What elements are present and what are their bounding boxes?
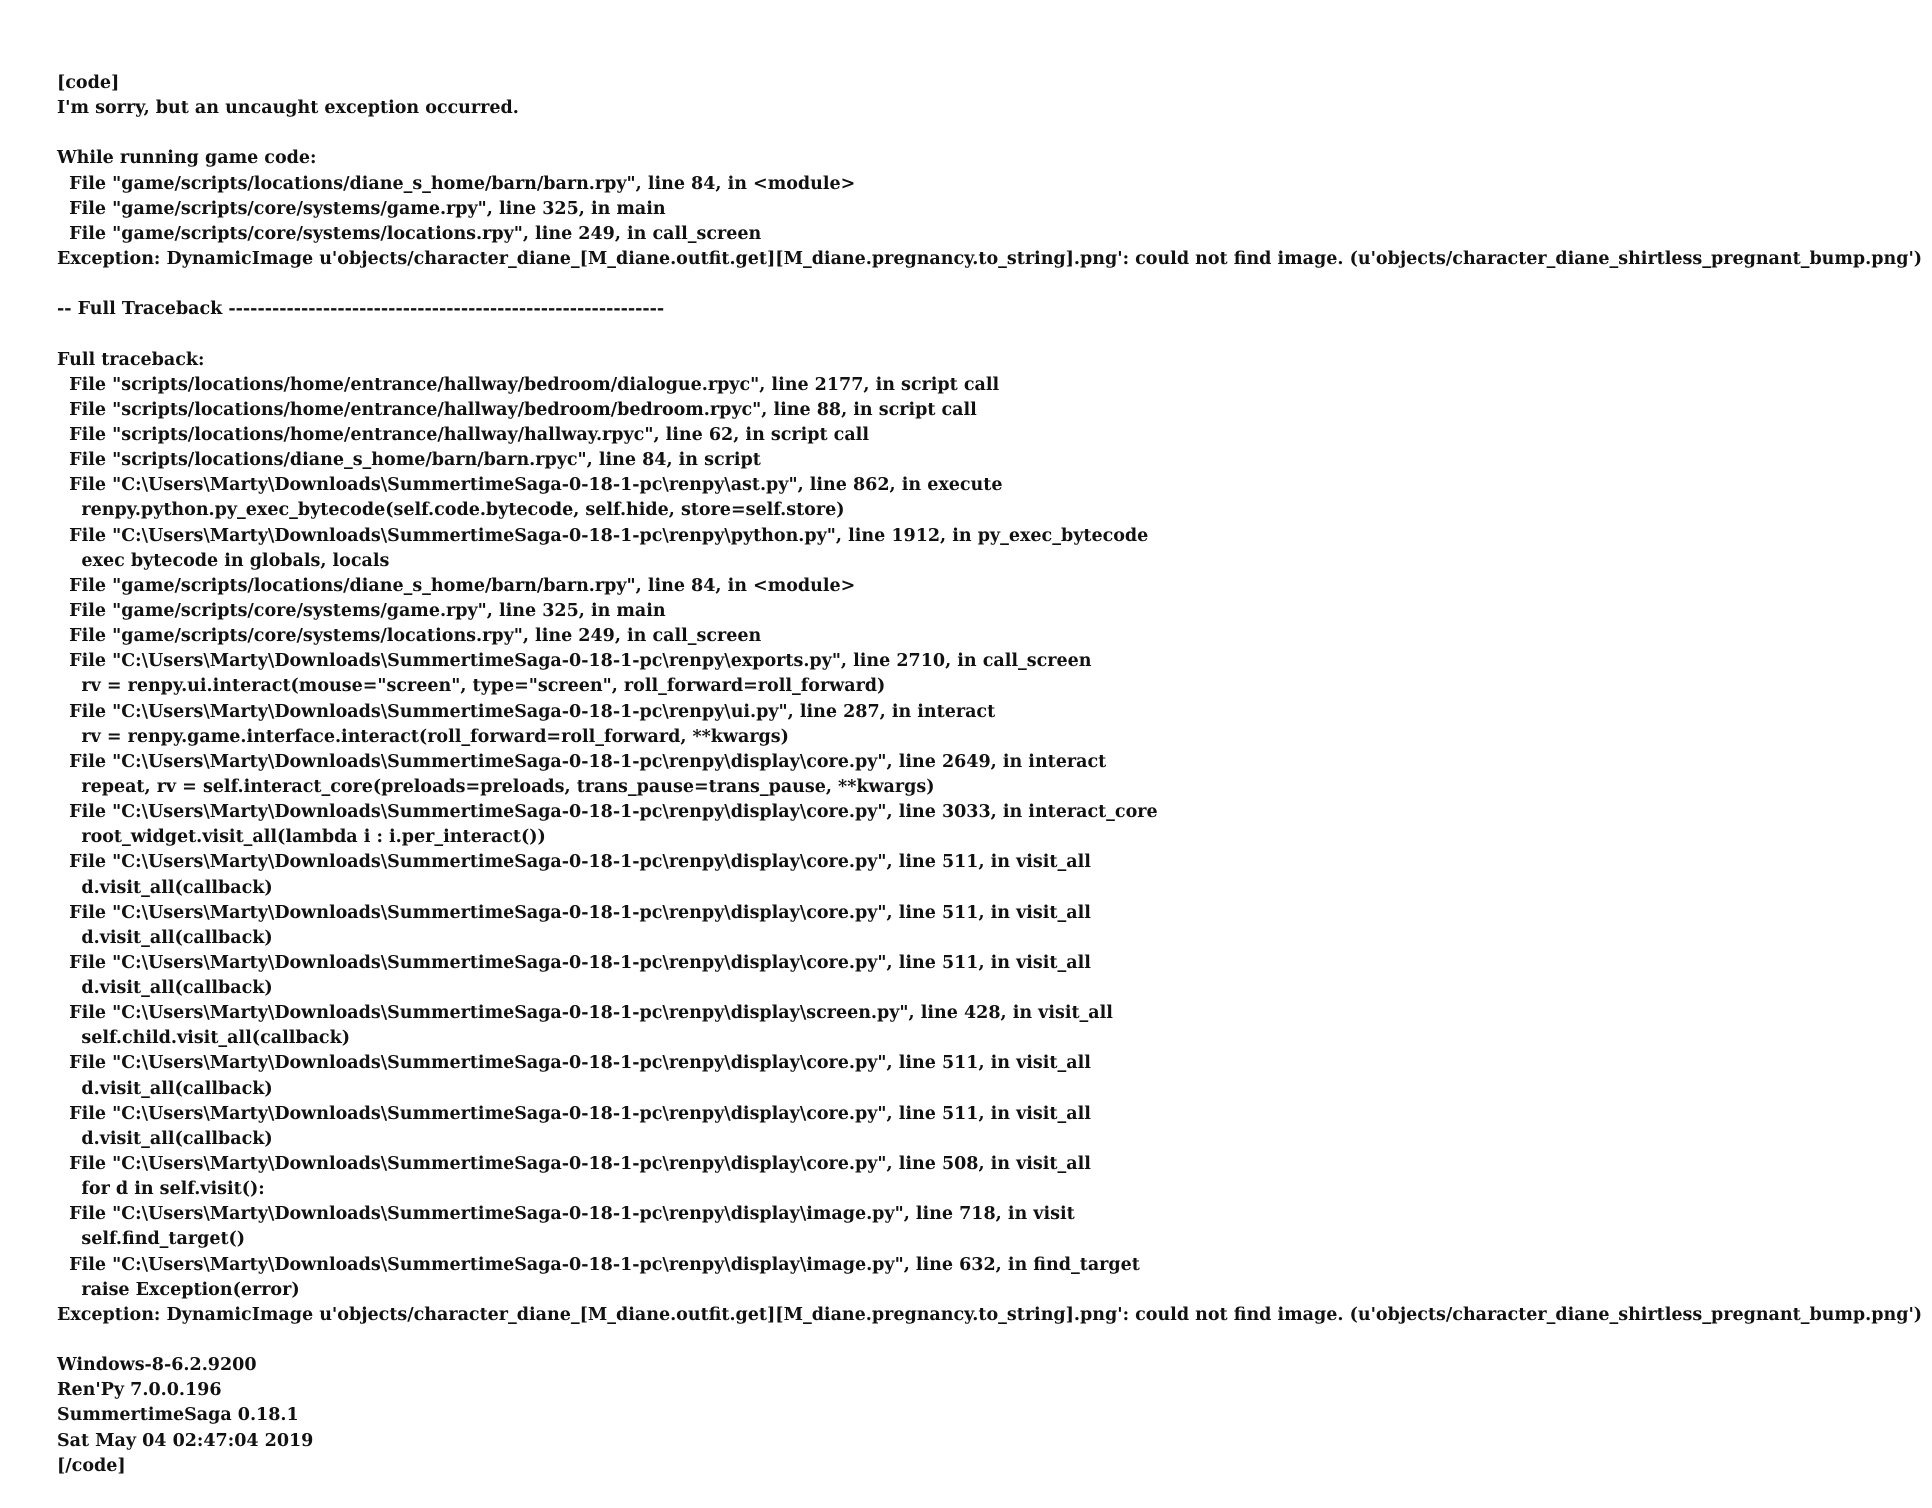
traceback-line: Exception: DynamicImage u'objects/character_diane_[M_diane.outfit.get][M_diane.pregnancy.to_string].png': could not find image. (u'objects/character_diane_shirtless_pregnant_bump.png'): [57, 248, 1923, 269]
traceback-line: File "C:\Users\Marty\Downloads\SummertimeSaga-0-18-1-pc\renpy\display\core.py", line 3033, in interact_core: [57, 802, 1158, 823]
traceback-line: File "C:\Users\Marty\Downloads\SummertimeSaga-0-18-1-pc\renpy\display\core.py", line 2649, in interact: [57, 751, 1107, 772]
traceback-line: [57, 322, 1917, 347]
traceback-line: Full traceback:: [57, 349, 205, 370]
traceback-line: File "game/scripts/core/systems/game.rpy", line 325, in main: [57, 198, 666, 219]
traceback-line: repeat, rv = self.interact_core(preloads=preloads, trans_pause=trans_pause, **kwargs): [57, 776, 935, 797]
traceback-line: self.find_target(): [57, 1229, 246, 1250]
traceback-line: -- Full Traceback ------------------------------------------------------------: [57, 299, 665, 320]
traceback-line: d.visit_all(callback): [57, 877, 273, 898]
traceback-line: File "C:\Users\Marty\Downloads\SummertimeSaga-0-18-1-pc\renpy\display\screen.py", line 428, in visit_all: [57, 1003, 1113, 1024]
traceback-line: File "C:\Users\Marty\Downloads\SummertimeSaga-0-18-1-pc\renpy\display\core.py", line 511, in visit_all: [57, 1053, 1091, 1074]
traceback-line: [57, 121, 1917, 146]
traceback-line: File "C:\Users\Marty\Downloads\SummertimeSaga-0-18-1-pc\renpy\display\core.py", line 511, in visit_all: [57, 952, 1091, 973]
traceback-line: exec bytecode in globals, locals: [57, 550, 390, 571]
traceback-line: Windows-8-6.2.9200: [57, 1355, 257, 1376]
traceback-line: Sat May 04 02:47:04 2019: [57, 1430, 314, 1451]
traceback-line: File "C:\Users\Marty\Downloads\SummertimeSaga-0-18-1-pc\renpy\display\image.py", line 632, in find_target: [57, 1254, 1140, 1275]
traceback-line: File "scripts/locations/home/entrance/hallway/hallway.rpyc", line 62, in script call: [57, 424, 869, 445]
traceback-line: I'm sorry, but an uncaught exception occurred.: [57, 98, 519, 119]
traceback-line: File "scripts/locations/home/entrance/hallway/bedroom/bedroom.rpyc", line 88, in script call: [57, 399, 977, 420]
traceback-text: [57, 71, 1923, 1479]
traceback-line: File "C:\Users\Marty\Downloads\SummertimeSaga-0-18-1-pc\renpy\ui.py", line 287, in interact: [57, 701, 996, 722]
traceback-line: SummertimeSaga 0.18.1: [57, 1405, 299, 1426]
traceback-line: d.visit_all(callback): [57, 1128, 273, 1149]
traceback-line: [57, 272, 1917, 297]
traceback-line: File "C:\Users\Marty\Downloads\SummertimeSaga-0-18-1-pc\renpy\ast.py", line 862, in execute: [57, 475, 1003, 496]
traceback-line: Ren'Py 7.0.0.196: [57, 1380, 222, 1401]
traceback-line: File "game/scripts/core/systems/locations.rpy", line 249, in call_screen: [57, 223, 762, 244]
traceback-line: rv = renpy.ui.interact(mouse="screen", type="screen", roll_forward=roll_forward): [57, 676, 886, 697]
traceback-line: root_widget.visit_all(lambda i : i.per_interact()): [57, 827, 546, 848]
traceback-line: File "C:\Users\Marty\Downloads\SummertimeSaga-0-18-1-pc\renpy\display\image.py", line 718, in visit: [57, 1204, 1075, 1225]
traceback-line: [/code]: [57, 1455, 126, 1476]
traceback-line: File "C:\Users\Marty\Downloads\SummertimeSaga-0-18-1-pc\renpy\python.py", line 1912, in py_exec_bytecode: [57, 525, 1149, 546]
traceback-line: [57, 1328, 1917, 1353]
traceback-line: [code]: [57, 73, 120, 93]
traceback-line: File "scripts/locations/diane_s_home/barn/barn.rpyc", line 84, in script: [57, 450, 761, 471]
traceback-line: d.visit_all(callback): [57, 1078, 273, 1099]
traceback-line: File "game/scripts/locations/diane_s_home/barn/barn.rpy", line 84, in <module>: [57, 575, 856, 596]
traceback-line: raise Exception(error): [57, 1279, 300, 1300]
traceback-line: File "scripts/locations/home/entrance/hallway/bedroom/dialogue.rpyc", line 2177, in script call: [57, 374, 1000, 395]
traceback-line: While running game code:: [57, 148, 317, 169]
traceback-line: File "game/scripts/core/systems/game.rpy", line 325, in main: [57, 600, 666, 621]
traceback-line: rv = renpy.game.interface.interact(roll_forward=roll_forward, **kwargs): [57, 726, 789, 747]
traceback-line: d.visit_all(callback): [57, 927, 273, 948]
traceback-line: d.visit_all(callback): [57, 978, 273, 999]
traceback-line: File "C:\Users\Marty\Downloads\SummertimeSaga-0-18-1-pc\renpy\display\core.py", line 511, in visit_all: [57, 852, 1091, 873]
traceback-line: renpy.python.py_exec_bytecode(self.code.bytecode, self.hide, store=self.store): [57, 500, 845, 521]
traceback-line: File "C:\Users\Marty\Downloads\SummertimeSaga-0-18-1-pc\renpy\display\core.py", line 511, in visit_all: [57, 902, 1091, 923]
traceback-line: File "C:\Users\Marty\Downloads\SummertimeSaga-0-18-1-pc\renpy\display\core.py", line 511, in visit_all: [57, 1103, 1091, 1124]
traceback-line: File "C:\Users\Marty\Downloads\SummertimeSaga-0-18-1-pc\renpy\display\core.py", line 508, in visit_all: [57, 1154, 1091, 1175]
traceback-line: self.child.visit_all(callback): [57, 1028, 350, 1049]
traceback-line: File "game/scripts/locations/diane_s_home/barn/barn.rpy", line 84, in <module>: [57, 173, 856, 194]
traceback-line: for d in self.visit():: [57, 1179, 265, 1200]
traceback-line: File "C:\Users\Marty\Downloads\SummertimeSaga-0-18-1-pc\renpy\exports.py", line 2710, in call_screen: [57, 651, 1092, 672]
traceback-line: Exception: DynamicImage u'objects/character_diane_[M_diane.outfit.get][M_diane.pregnancy.to_string].png': could not find image. (u'objects/character_diane_shirtless_pregnant_bump.png'): [57, 1304, 1923, 1325]
traceback-line: File "game/scripts/core/systems/locations.rpy", line 249, in call_screen: [57, 626, 762, 647]
